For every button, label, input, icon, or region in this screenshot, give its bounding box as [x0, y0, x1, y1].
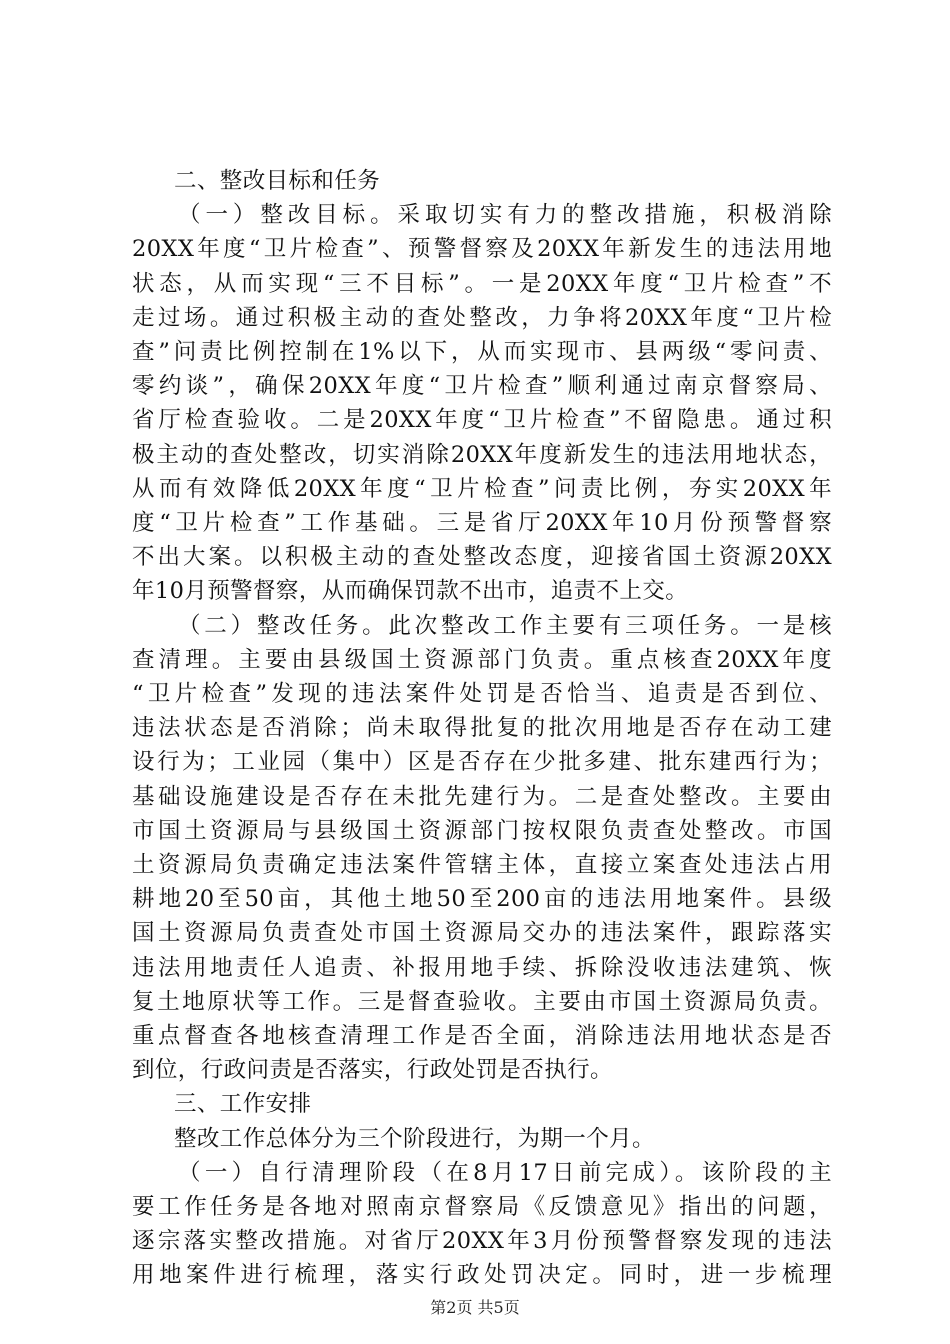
body-line: 从而有效降低20XX年度“卫片检查”问责比例，夯实20XX年 [132, 475, 832, 502]
body-line: 到位，行政问责是否落实，行政处罚是否执行。 [132, 1057, 613, 1084]
body-line: （一）整改目标。采取切实有力的整改措施，积极消除 [178, 202, 832, 229]
body-line: 省厅检查验收。二是20XX年度“卫片检查”不留隐患。通过积 [132, 407, 832, 434]
body-line: 土资源局负责确定违法案件管辖主体，直接立案查处违法占用 [132, 852, 832, 878]
body-line: 零约谈”，确保20XX年度“卫片检查”顺利通过南京督察局、 [132, 373, 832, 400]
body-line: 基础设施建设是否存在未批先建行为。二是查处整改。主要由 [132, 783, 832, 810]
body-line: 不出大案。以积极主动的查处整改态度，迎接省国土资源20XX [132, 544, 832, 571]
body-line: 市国土资源局与县级国土资源部门按权限负责查处整改。市国 [132, 817, 832, 844]
body-line: 度“卫片检查”工作基础。三是省厅20XX年10月份预警督察 [132, 510, 832, 536]
body-line: 违法用地责任人追责、补报用地手续、拆除没收违法建筑、恢 [132, 954, 832, 981]
body-line: 重点督查各地核查清理工作是否全面，消除违法用地状态是否 [132, 1023, 832, 1049]
body-line: 逐宗落实整改措施。对省厅20XX年3月份预警督察发现的违法 [132, 1228, 832, 1255]
body-line: 极主动的查处整改，切实消除20XX年度新发生的违法用地状态， [132, 441, 832, 468]
body-line: 20XX年度“卫片检查”、预警督察及20XX年新发生的违法用地 [132, 236, 832, 263]
body-line: 走过场。通过积极主动的查处整改，力争将20XX年度“卫片检 [132, 304, 832, 331]
body-line: （二）整改任务。此次整改工作主要有三项任务。一是核 [178, 612, 832, 639]
body-line: 耕地20至50亩，其他土地50至200亩的违法用地案件。县级 [132, 886, 832, 913]
body-line: 要工作任务是各地对照南京督察局《反馈意见》指出的问题， [132, 1194, 832, 1220]
body-line: “卫片检查”发现的违法案件处罚是否恰当、追责是否到位、 [132, 681, 832, 707]
page-number: 第2页 共5页 [430, 1298, 520, 1317]
body-line: 设行为；工业园（集中）区是否存在少批多建、批东建西行为； [132, 749, 832, 776]
body-line: 用地案件进行梳理，落实行政处罚决定。同时，进一步梳理 [132, 1262, 832, 1289]
body-line: 国土资源局负责查处市国土资源局交办的违法案件，跟踪落实 [132, 920, 832, 947]
body-line: （一）自行清理阶段（在8月17日前完成）。该阶段的主 [178, 1159, 832, 1186]
body-line: 查清理。主要由县级国土资源部门负责。重点核查20XX年度 [132, 646, 832, 673]
body-line: 整改工作总体分为三个阶段进行，为期一个月。 [174, 1125, 655, 1152]
section-heading-arrangement: 三、工作安排 [174, 1091, 312, 1118]
body-line: 复土地原状等工作。三是督查验收。主要由市国土资源局负责。 [132, 988, 832, 1015]
body-line: 状态，从而实现“三不目标”。一是20XX年度“卫片检查”不 [132, 270, 832, 297]
body-line: 年10月预警督察，从而确保罚款不出市，追责不上交。 [132, 578, 689, 605]
body-line: 查”问责比例控制在1%以下，从而实现市、县两级“零问责、 [132, 339, 832, 365]
body-line: 违法状态是否消除；尚未取得批复的批次用地是否存在动工建 [132, 715, 832, 742]
section-heading-targets: 二、整改目标和任务 [174, 168, 381, 194]
